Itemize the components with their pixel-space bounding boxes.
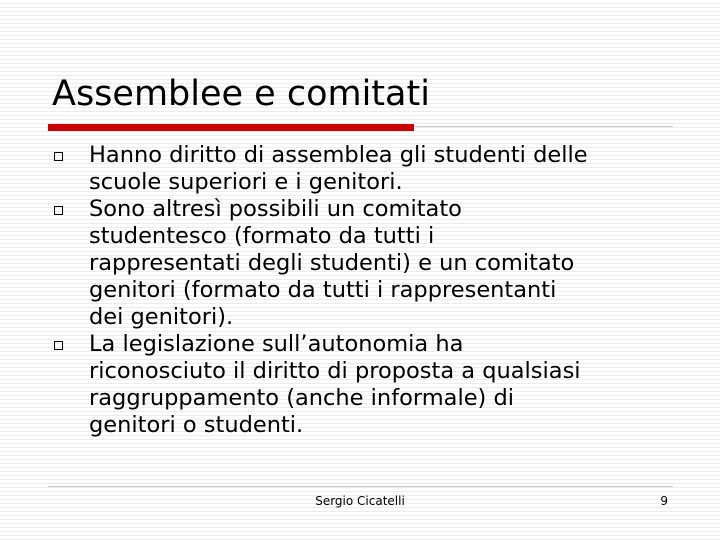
title-accent-bar — [48, 124, 414, 131]
bullet-item — [52, 331, 692, 439]
bullet-list — [52, 142, 692, 439]
bullet-text: Hanno diritto di assemblea gli studenti delle scuole superiori e i genitori. — [89, 142, 588, 195]
hollow-square-bullet-icon — [54, 206, 63, 215]
slide-title: Assemblee e comitati — [52, 74, 430, 114]
page-number: 9 — [660, 494, 668, 508]
hollow-square-bullet-icon — [54, 152, 63, 161]
footer-author: Sergio Cicatelli — [315, 494, 405, 508]
bullet-text: La legislazione sull’autonomia ha riconosciuto il diritto di proposta a qualsiasi raggruppamento (anche informale) di genitori o studenti. — [89, 331, 581, 438]
bullet-item — [52, 196, 692, 331]
bullet-text: Sono altresì possibili un comitato studentesco (formato da tutti i rappresentati degli studenti) e un comitato genitori (formato da tutti i rappresentanti dei genitori). — [89, 196, 575, 330]
footer-divider — [48, 486, 673, 487]
hollow-square-bullet-icon — [54, 341, 63, 350]
bullet-item — [52, 142, 692, 196]
